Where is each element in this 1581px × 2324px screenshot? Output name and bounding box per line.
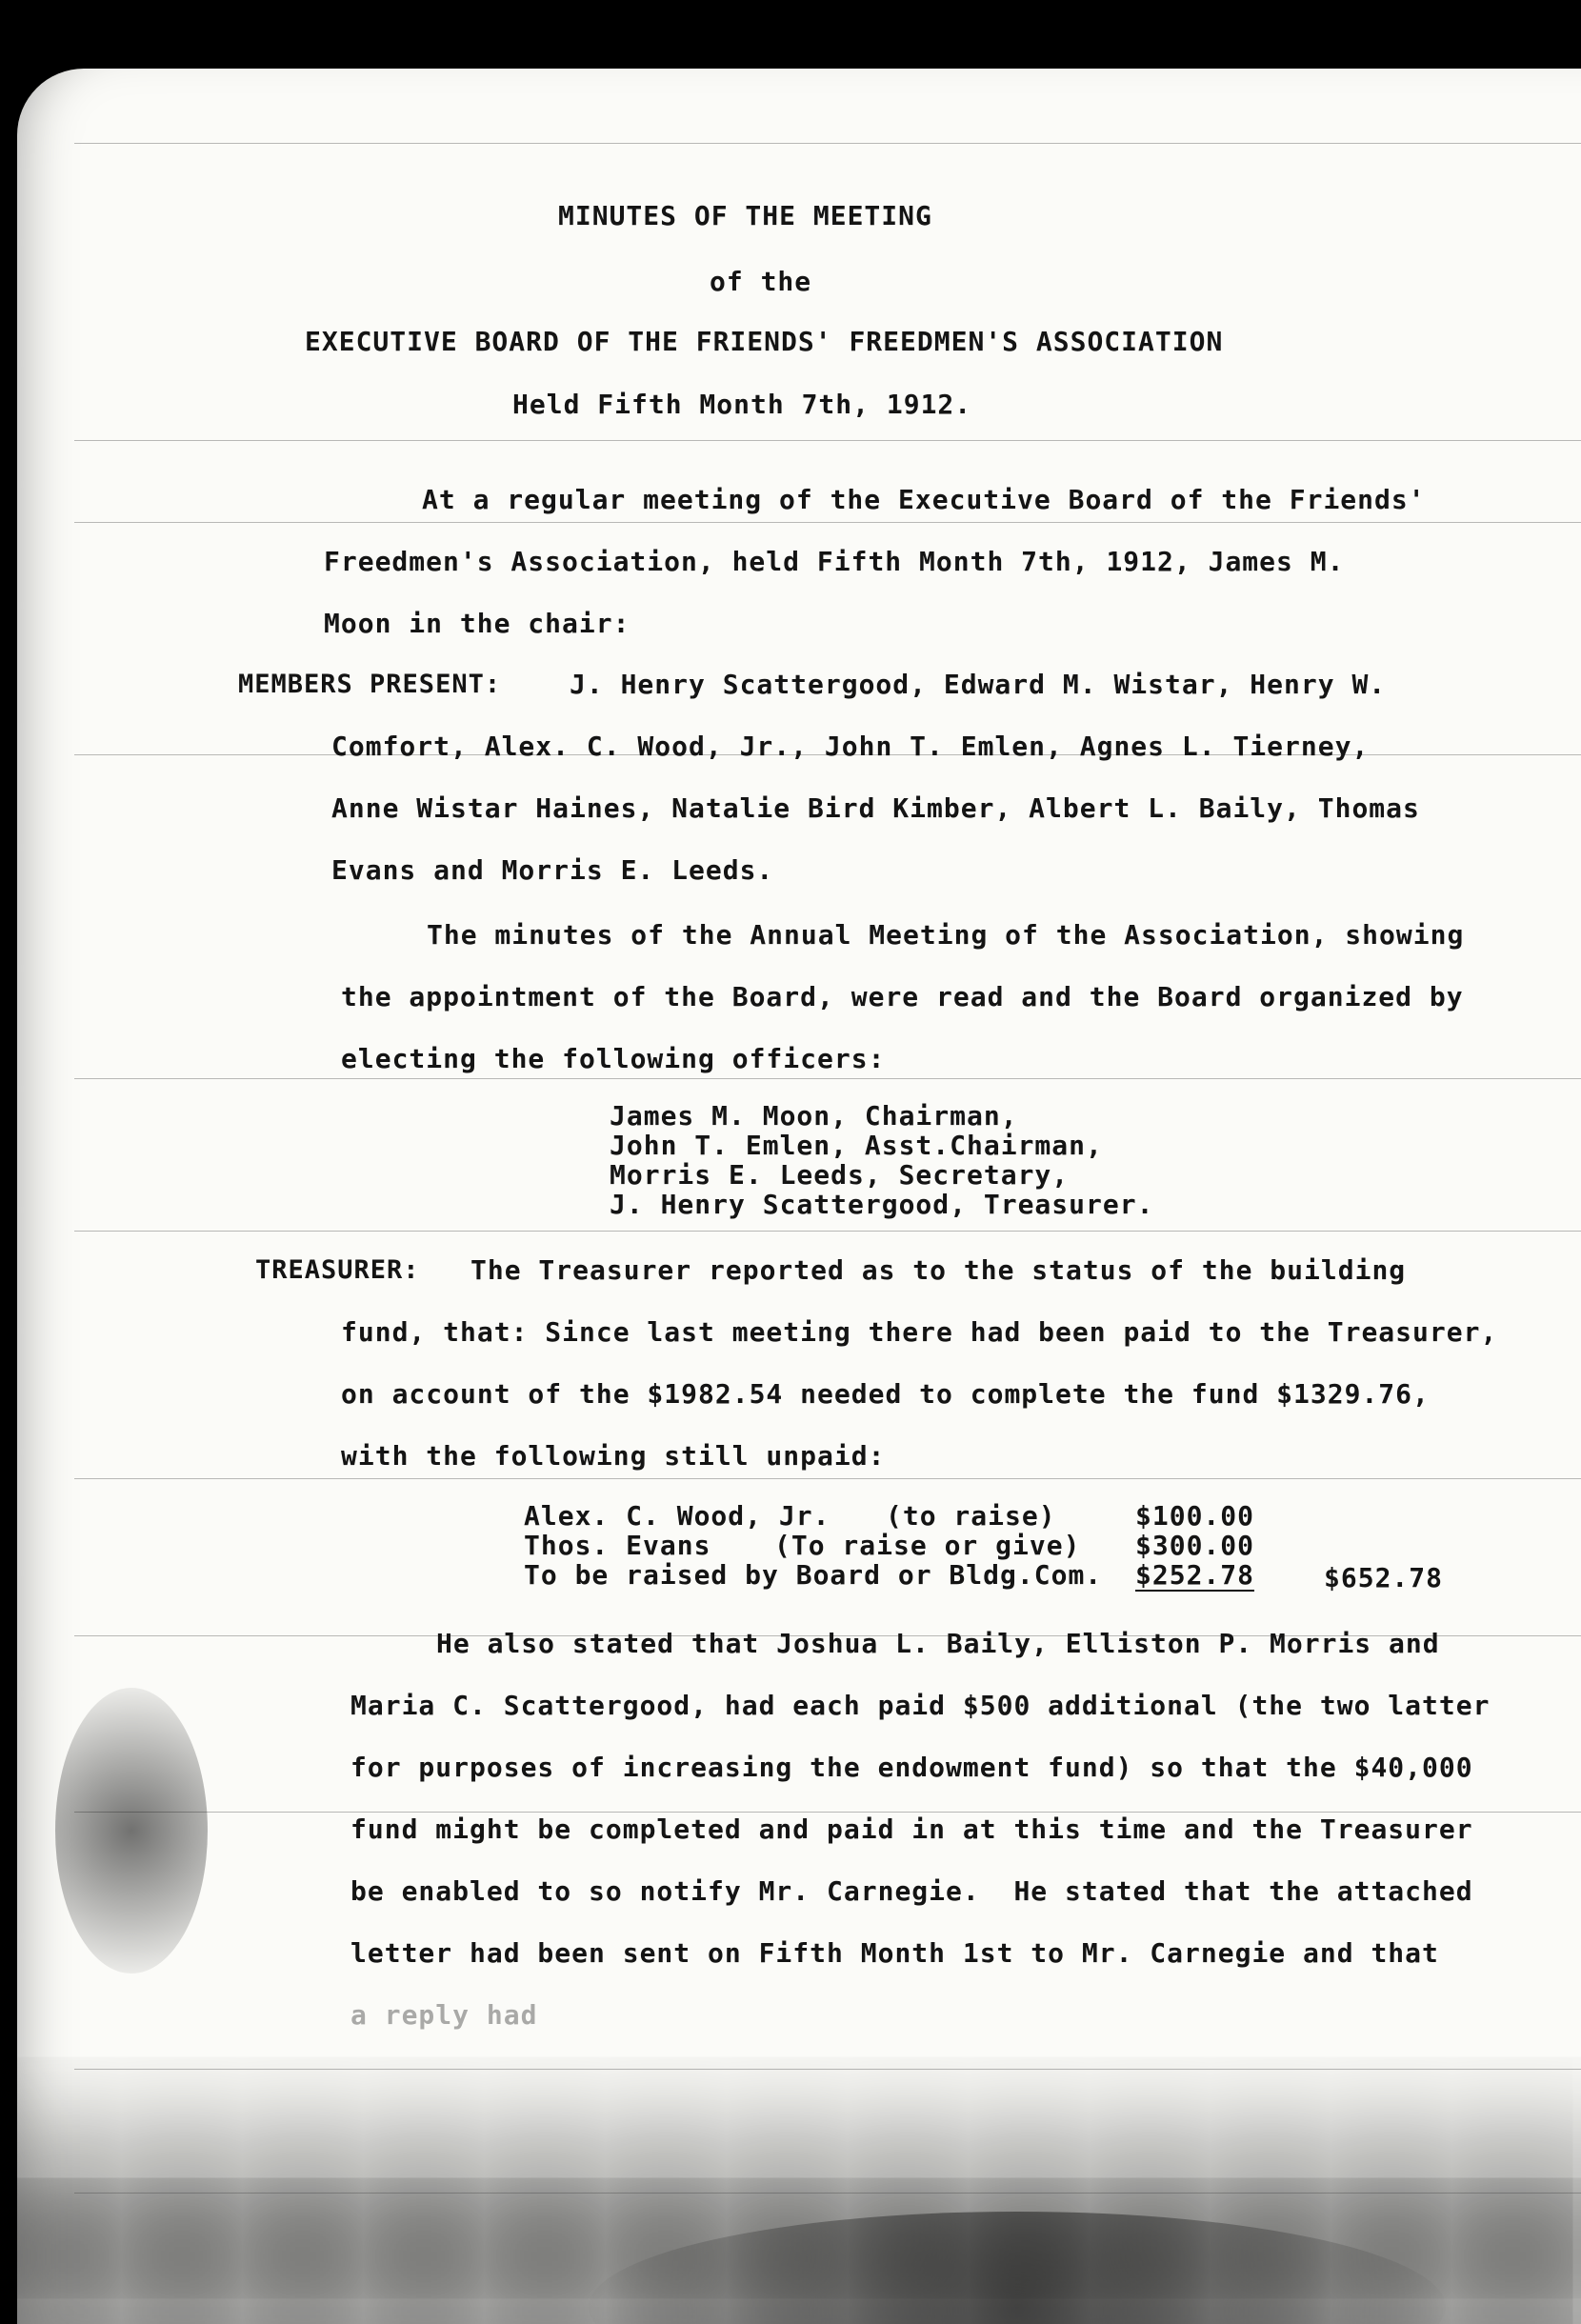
officer-line: Morris E. Leeds, Secretary,: [610, 1159, 1070, 1191]
intro-line: At a regular meeting of the Executive Board of the Friends': [422, 484, 1426, 515]
title-line-2: of the: [710, 266, 812, 297]
intro-line: Freedmen's Association, held Fifth Month 7th, 1912, James M.: [324, 546, 1345, 577]
members-line: Comfort, Alex. C. Wood, Jr., John T. Emlen, Agnes L. Tierney,: [331, 731, 1370, 762]
paper-rule: [74, 2193, 1581, 2194]
minutes-line: the appointment of the Board, were read and the Board organized by: [341, 981, 1464, 1012]
closing-line: fund might be completed and paid in at this time and the Treasurer: [350, 1813, 1473, 1845]
closing-line: Maria C. Scattergood, had each paid $500 additional (the two latter: [350, 1690, 1491, 1721]
treasurer-line: fund, that: Since last meeting there had been paid to the Treasurer,: [341, 1316, 1498, 1348]
members-line: Evans and Morris E. Leeds.: [331, 854, 774, 886]
paper-rule: [74, 1812, 1581, 1813]
unpaid-note: (to raise): [886, 1500, 1056, 1532]
unpaid-name: Thos. Evans: [524, 1530, 711, 1561]
treasurer-line: with the following still unpaid:: [341, 1440, 886, 1472]
unpaid-name: Alex. C. Wood, Jr.: [524, 1500, 831, 1532]
closing-line: for purposes of increasing the endowment fund) so that the $40,000: [350, 1752, 1473, 1783]
paper-rule: [74, 143, 1581, 144]
officer-line: James M. Moon, Chairman,: [610, 1100, 1018, 1132]
treasurer-line: on account of the $1982.54 needed to complete the fund $1329.76,: [341, 1378, 1430, 1410]
scan-shadow: [55, 1688, 208, 1973]
unpaid-total: $652.78: [1324, 1562, 1444, 1593]
members-line: Anne Wistar Haines, Natalie Bird Kimber, Albert L. Baily, Thomas: [331, 792, 1420, 824]
unpaid-note: (To raise or give): [774, 1530, 1081, 1561]
unpaid-amount: $100.00: [1135, 1500, 1255, 1532]
officer-line: J. Henry Scattergood, Treasurer.: [610, 1189, 1154, 1220]
closing-line: be enabled to so notify Mr. Carnegie. He stated that the attached: [350, 1875, 1473, 1907]
closing-line: He also stated that Joshua L. Baily, Elliston P. Morris and: [436, 1628, 1440, 1659]
closing-line: letter had been sent on Fifth Month 1st to Mr. Carnegie and that: [350, 1937, 1439, 1969]
paper-rule: [74, 522, 1581, 523]
members-line: J. Henry Scattergood, Edward M. Wistar, Henry W.: [570, 669, 1387, 700]
treasurer-line: The Treasurer reported as to the status of the building: [470, 1254, 1407, 1286]
paper-rule: [74, 1231, 1581, 1232]
title-line-1: MINUTES OF THE MEETING: [558, 200, 932, 231]
paper-rule: [74, 440, 1581, 441]
minutes-line: electing the following officers:: [341, 1043, 886, 1074]
unpaid-amount: $300.00: [1135, 1530, 1255, 1561]
paper-rule: [74, 1078, 1581, 1079]
scan-shadow: [589, 2212, 1446, 2324]
officer-line: John T. Emlen, Asst.Chairman,: [610, 1130, 1103, 1161]
paper-rule: [74, 2069, 1581, 2070]
minutes-line: The minutes of the Annual Meeting of the Association, showing: [427, 919, 1465, 951]
unpaid-name: To be raised by Board or Bldg.Com.: [524, 1559, 1103, 1591]
treasurer-label: TREASURER:: [255, 1255, 420, 1285]
title-line-4: Held Fifth Month 7th, 1912.: [512, 389, 972, 420]
members-label: MEMBERS PRESENT:: [238, 670, 502, 699]
unpaid-amount: $252.78: [1135, 1559, 1255, 1591]
document-page: [17, 69, 1581, 2324]
paper-rule: [74, 1478, 1581, 1479]
closing-line: a reply had: [350, 1999, 538, 2031]
title-line-3: EXECUTIVE BOARD OF THE FRIENDS' FREEDMEN'S ASSOCIATION: [305, 326, 1224, 357]
intro-line: Moon in the chair:: [324, 608, 630, 639]
